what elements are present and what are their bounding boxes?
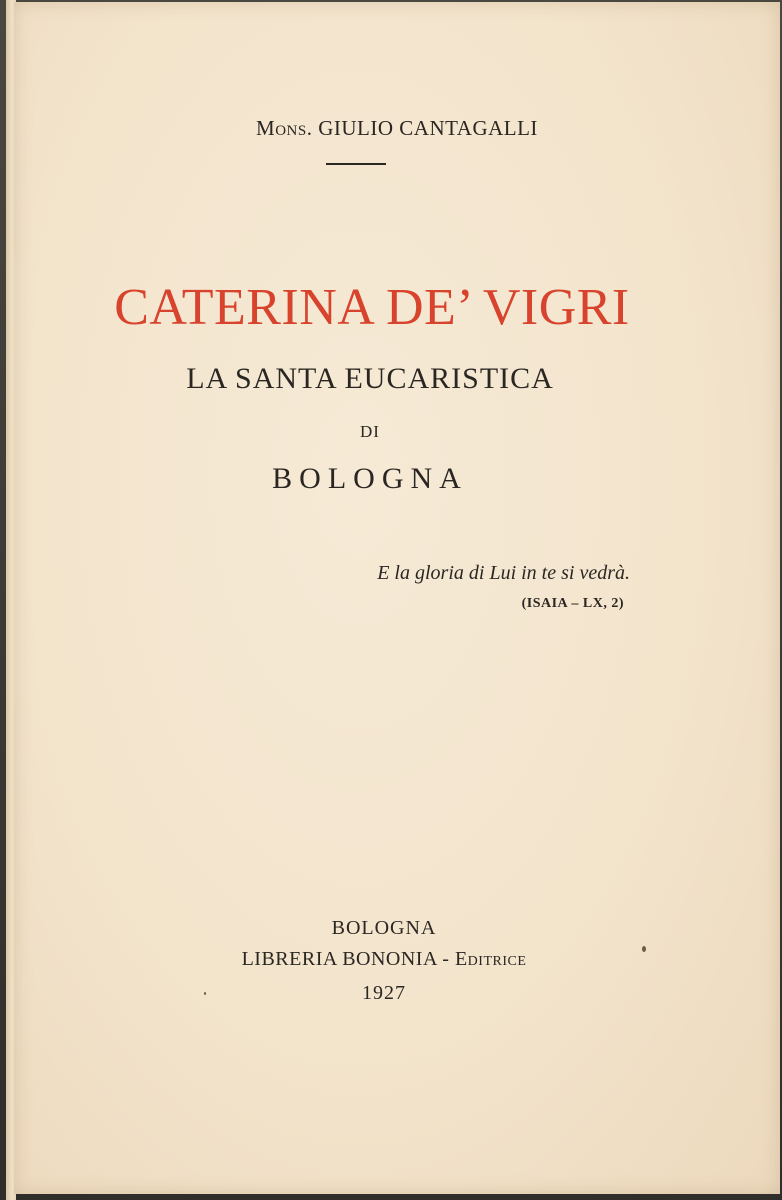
imprint-city: BOLOGNA <box>331 917 437 939</box>
paper-speck <box>204 992 206 995</box>
title-page <box>14 2 780 1194</box>
author-rule <box>326 163 386 165</box>
author-prefix: Mons. <box>256 116 313 140</box>
author-name: GIULIO CANTAGALLI <box>318 116 538 140</box>
book-title: CATERINA DE’ VIGRI <box>114 279 630 336</box>
imprint-publisher: LIBRERIA BONONIA - Editrice <box>241 948 527 970</box>
paper-speck <box>642 946 646 952</box>
book-subtitle: LA SANTA EUCARISTICA <box>186 362 554 395</box>
author-line <box>14 116 780 141</box>
imprint-year: 1927 <box>362 982 406 1004</box>
epigraph-text: E la gloria di Lui in te si vedrà. <box>377 562 630 584</box>
subtitle-connector: DI <box>360 422 380 441</box>
epigraph-citation: (ISAIA – LX, 2) <box>521 596 624 611</box>
subtitle-city: BOLOGNA <box>272 462 468 495</box>
